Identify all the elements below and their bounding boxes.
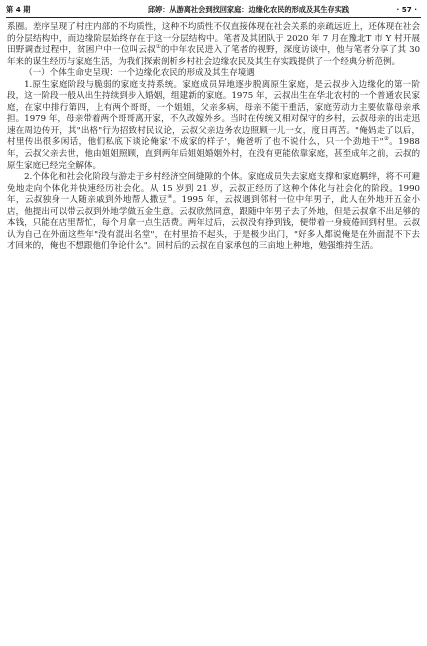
footnote-marker: ① — [155, 44, 162, 51]
footnote-marker: ④ — [167, 194, 173, 201]
issue-number: 第 4 期 — [6, 5, 31, 14]
running-header — [6, 4, 421, 18]
paragraph: 系圈。差序呈现了村庄内部的不均质性，这种不均质性不仅直接体现在社会关系的亲疏远近上，还体现在社会的分层结构中，而边缘阶层始终存在于这一分层结构中。笔者及其团队于 2020 年 7 月在豫北T 市 Y 村开展田野调查过程中，贫困户中一位叫云叔①的中年农民进入了笔者的视野，深度访谈中，他与笔者分享了其 30 年来的谋生经历与家庭生活，为我们探索剖析乡村社会边缘农民及其生存实践提供了一个经典分析范例。 — [7, 22, 421, 67]
running-title: 邱婷：从游离社会到找回家庭：边缘化农民的形成及其生存实践 — [147, 5, 350, 14]
footnote-marker: ② — [383, 136, 390, 143]
paragraph: 1.原生家庭阶段与脆弱的家庭支持系统。家庭成员异地逐步脱离原生家庭，是云叔步入边缘化的第一阶段，这一阶段一般从出生持续到步入婚姻，组建新的家庭。1975 年，云叔出生在华北农村的一个普通农民家庭，在家中排行第四，上有两个哥哥，一个姐姐，父亲多病，母亲不能干重活，家庭劳动力主要依靠母亲承担。1979 年，母亲带着两个哥哥离开家，不久改嫁外乡。当时在传统又相对保守的乡村，云叔母亲的出走迅速在周边传开，其"出格"行为招致村民议论，云叔父亲边务农边照顾一儿一女，度日再苦。"俺妈走了以后，村里传出很多闲话，他们私底下谈论俺家'不成家的样子'，俺爸听了也不说什么，只一个劲地干"②。1988 年，云叔父亲去世，他由姐姐照顾，直到两年后姐姐婚姻外村，在没有更能依靠家庭，甚至成年之前，云叔的原生家庭已经完全解体。 — [7, 79, 420, 171]
paragraph: 2.个体化和社会化阶段与游走于乡村经济空间缝隙的个体。家庭成员失去家庭支撑和家庭羁绊，将不可避免地走向个体化并快速经历社会化。从 15 岁到 21 岁，云叔正经历了这种个体化与社会化的阶段。1990 年，云叔独身一人随亲戚到外地帮人撒豆④。1995 年，云叔遇到邻村一位中年男子，此人在外地开五金小店，他提出可以带云叔到外地学做五金生意。云叔欣然同意，跟随中年男子去了外地，但是云叔拿不出足够的本钱，只能在店里帮忙，每个月拿一点生活费。两年过后，云叔没有挣到钱，便带着一身疲倦回到村里。云叔认为自己在外面这些年"没有混出名堂"，在村里抬不起头，于是极少出门，"好多人都说俺是在外面混不下去才回来的，俺也不想跟他们争论什么"。回村后的云叔在自家承包的三亩地上种地，勉强维持生活。 — [7, 172, 420, 252]
body-text — [7, 22, 420, 253]
section-subheading: （一）个体生命史呈现：一个边缘化农民的形成及其生存境遇 — [24, 68, 255, 79]
page-number: · 57 · — [396, 5, 417, 14]
